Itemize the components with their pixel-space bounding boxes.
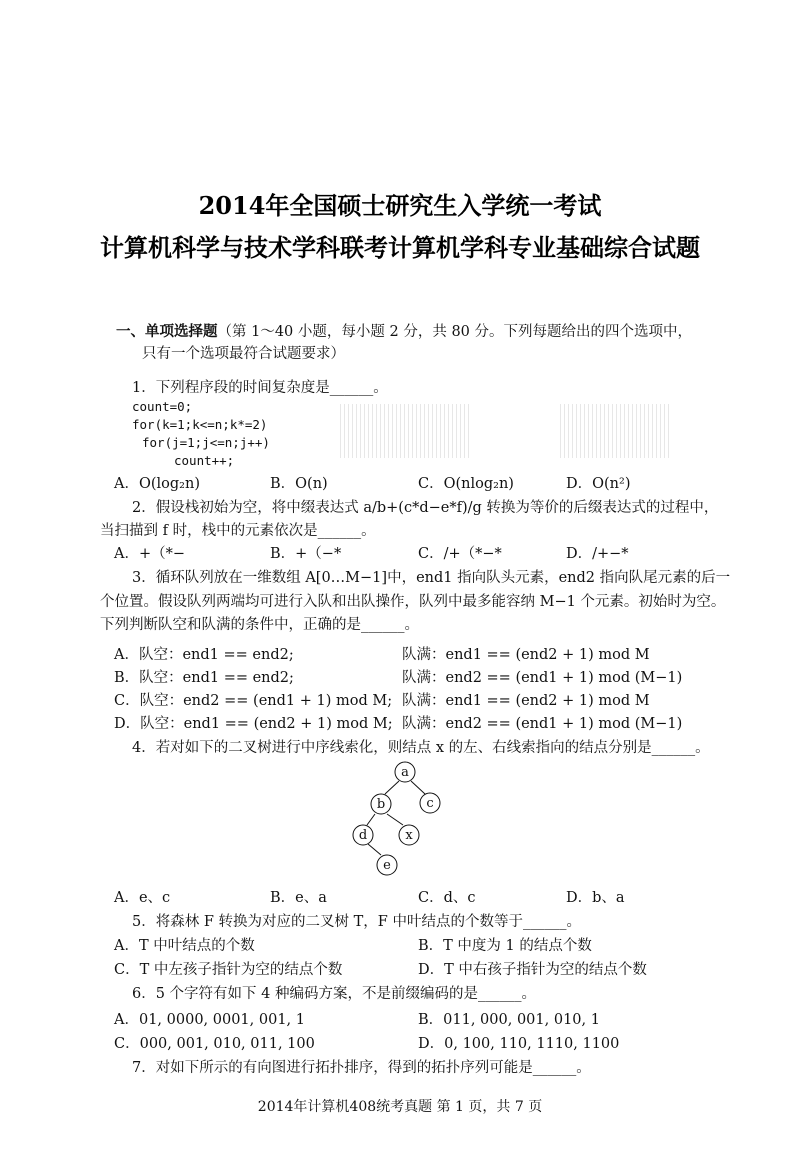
- q6-option-d: D．0, 100, 110, 1110, 1100: [418, 1036, 620, 1052]
- node-label: e: [383, 858, 391, 873]
- q3-option-a-full: 队满：end1 == (end2 + 1) mod M: [402, 647, 650, 663]
- scan-noise: [340, 404, 470, 458]
- q2-stem-1: 2．假设栈初始为空，将中缀表达式 a/b+(c*d−e*f)/g 转换为等价的后缀表达式的过程中，: [132, 500, 719, 516]
- q1-option-d: D．O(n²): [566, 476, 631, 492]
- q1-code-line: count=0;: [132, 399, 193, 414]
- q1-option-a: A．O(log₂n): [114, 476, 200, 492]
- q3-option-d-empty: D．队空：end1 == (end2 + 1) mod M;: [114, 716, 393, 732]
- node-label: d: [358, 828, 368, 843]
- section-header: [116, 322, 692, 342]
- exam-subtitle: 计算机科学与技术学科联考计算机学科专业基础综合试题: [100, 233, 700, 262]
- page-footer: 2014年计算机408统考真题 第 1 页，共 7 页: [257, 1099, 543, 1115]
- node-label: b: [376, 797, 386, 812]
- edge-b-x: [387, 814, 403, 825]
- q2-stem-2: 当扫描到 f 时，栈中的元素依次是______。: [100, 523, 376, 539]
- q5-option-b: B．T 中度为 1 的结点个数: [418, 938, 592, 954]
- q6-option-b: B．011, 000, 001, 010, 1: [418, 1012, 600, 1028]
- edge-a-c: [411, 781, 425, 794]
- q5-option-c: C．T 中左孩子指针为空的结点个数: [114, 962, 343, 978]
- binary-tree-diagram: [330, 756, 470, 880]
- q2-option-a: A．+（*−: [114, 546, 186, 562]
- q3-option-b-full: 队满：end2 == (end1 + 1) mod (M−1): [402, 670, 683, 686]
- exam-title: 2014年全国硕士研究生入学统一考试: [198, 191, 602, 220]
- q3-stem-1: 3．循环队列放在一维数组 A[0…M−1]中，end1 指向队头元素，end2 指向队尾元素的后一: [132, 570, 731, 586]
- q7-stem: 7．对如下所示的有向图进行拓扑排序，得到的拓扑序列可能是______。: [132, 1060, 591, 1076]
- scan-noise: [560, 404, 670, 458]
- q3-stem-3: 下列判断队空和队满的条件中，正确的是______。: [100, 617, 419, 633]
- q1-code-line: for(k=1;k<=n;k*=2): [132, 417, 268, 432]
- q4-option-d: D．b、a: [566, 890, 625, 906]
- q1-stem: 1．下列程序段的时间复杂度是______。: [132, 380, 388, 396]
- q3-option-d-full: 队满：end2 == (end1 + 1) mod (M−1): [402, 716, 683, 732]
- edge-b-d: [367, 814, 375, 825]
- q1-code-line: count++;: [174, 453, 235, 468]
- q3-option-c-full: 队满：end1 == (end2 + 1) mod M: [402, 693, 650, 709]
- q6-option-a: A．01, 0000, 0001, 001, 1: [114, 1012, 305, 1028]
- q4-option-b: B．e、a: [270, 890, 327, 906]
- q5-option-a: A．T 中叶结点的个数: [114, 938, 255, 954]
- node-label: x: [405, 828, 413, 843]
- q6-stem: 6．5 个字符有如下 4 种编码方案，不是前缀编码的是______。: [132, 986, 537, 1002]
- q3-option-a-empty: A．队空：end1 == end2;: [114, 647, 294, 663]
- edge-d-e: [368, 844, 381, 855]
- q3-option-c-empty: C．队空：end2 == (end1 + 1) mod M;: [114, 693, 393, 709]
- q5-stem: 5．将森林 F 转换为对应的二叉树 T，F 中叶结点的个数等于______。: [132, 914, 581, 930]
- q1-option-c: C．O(nlog₂n): [418, 476, 514, 492]
- q3-option-b-empty: B．队空：end1 == end2;: [114, 670, 294, 686]
- q2-option-d: D．/+−*: [566, 546, 629, 562]
- q1-option-b: B．O(n): [270, 476, 328, 492]
- section-desc-1: （第 1～40 小题，每小题 2 分，共 80 分。下列每题给出的四个选项中，: [217, 324, 693, 340]
- q6-option-c: C．000, 001, 010, 011, 100: [114, 1036, 315, 1052]
- q4-option-c: C．d、c: [418, 890, 476, 906]
- q5-option-d: D．T 中右孩子指针为空的结点个数: [418, 962, 647, 978]
- q4-option-a: A．e、c: [114, 890, 171, 906]
- section-heading: 一、单项选择题: [116, 323, 218, 340]
- node-label: c: [426, 796, 434, 811]
- q4-stem: 4．若对如下的二叉树进行中序线索化，则结点 x 的左、右线索指向的结点分别是______。: [132, 740, 710, 756]
- edge-a-b: [385, 781, 399, 794]
- q2-option-b: B．+（−*: [270, 546, 342, 562]
- section-desc-2: 只有一个选项最符合试题要求）: [142, 346, 345, 362]
- q2-option-c: C．/+（*−*: [418, 546, 502, 562]
- node-label: a: [401, 765, 409, 780]
- q1-code-line: for(j=1;j<=n;j++): [142, 435, 270, 450]
- q3-stem-2: 个位置。假设队列两端均可进行入队和出队操作，队列中最多能容纳 M−1 个元素。初始时为空。: [100, 594, 726, 610]
- tree-nodes: [353, 762, 440, 875]
- tree-edges: [367, 781, 425, 855]
